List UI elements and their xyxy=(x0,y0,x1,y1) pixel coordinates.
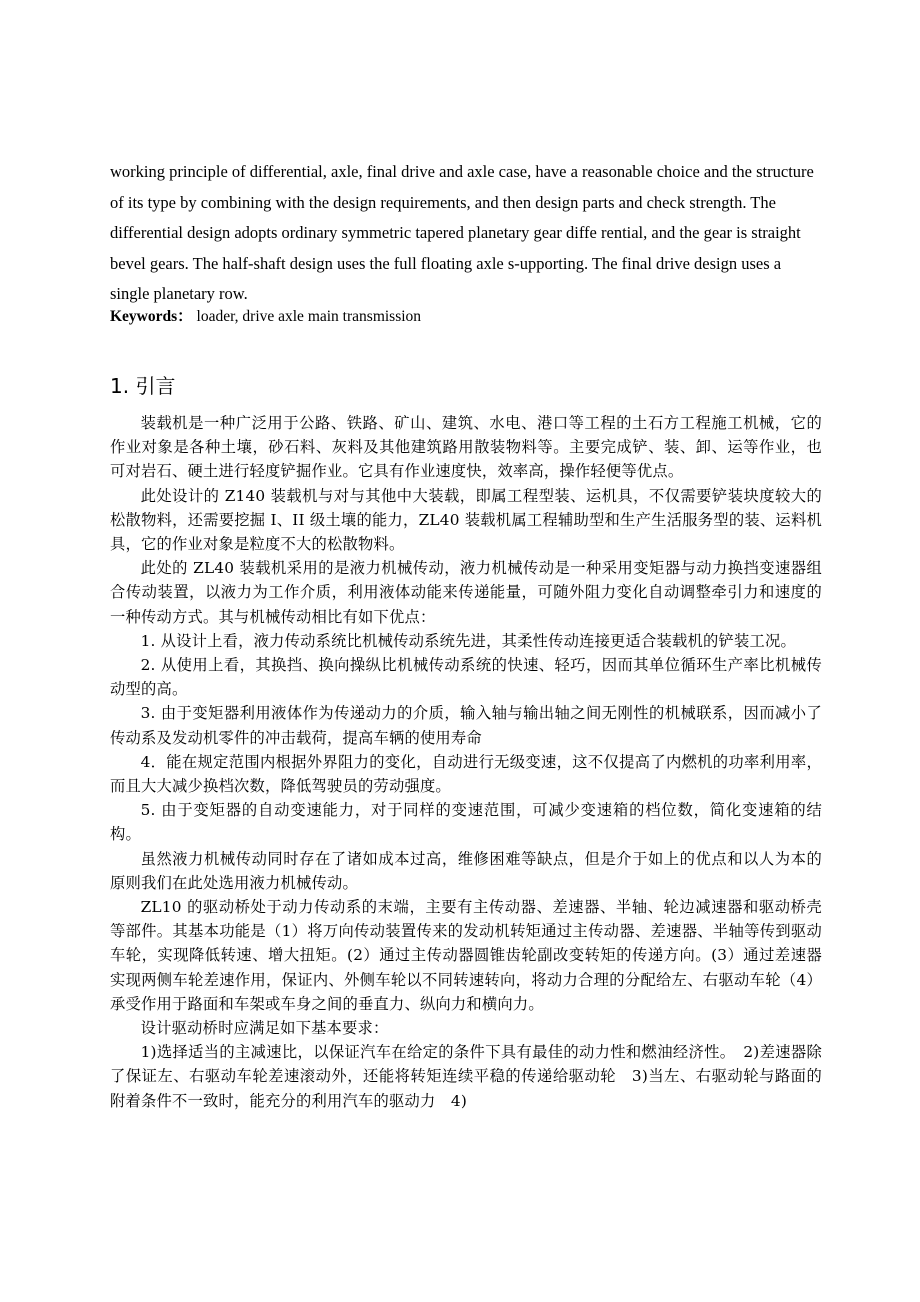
body-paragraph: ZL10 的驱动桥处于动力传动系的末端，主要有主传动器、差速器、半轴、轮边减速器和驱动桥壳等部件。其基本功能是（1）将万向传动装置传来的发动机转矩通过主传动器、差速器、半轴等传到驱动车轮，实现降低转速、增大扭矩。(2）通过主传动器圆锥齿轮副改变转矩的传递方向。(3）通过差速器实现两侧车轮差速作用，保证内、外侧车轮以不同转速转向，将动力合理的分配给左、右驱动车轮（4）承受作用于路面和车架或车身之间的垂直力、纵向力和横向力。 xyxy=(110,898,822,1013)
body-paragraph: 此处设计的 Z140 装载机与对与其他中大装载，即属工程型装、运机具，不仅需要铲装块度较大的松散物料，还需要挖掘 I、II 级土壤的能力，ZL40 装载机属工程辅助型和生产生活服务型的装、运料机具，它的作业对象是粒度不大的松散物料。 xyxy=(110,486,822,554)
body-paragraph: 1)选择适当的主减速比，以保证汽车在给定的条件下具有最佳的动力性和燃油经济性。 2)差速器除了保证左、右驱动车轮差速滚动外，还能将转矩连续平稳的传递给驱动轮 3)当左、右驱动轮与路面的附着条件不一致时，能充分的利用汽车的驱动力 4) xyxy=(110,1043,822,1110)
body-paragraph: 5. 由于变矩器的自动变速能力，对于同样的变速范围，可减少变速箱的档位数，简化变速箱的结构。 xyxy=(110,801,822,844)
body-paragraph: 1. 从设计上看，液力传动系统比机械传动系统先进，其柔性传动连接更适合装载机的铲装工况。 xyxy=(140,631,797,650)
body-paragraph: 此处的 ZL40 装载机采用的是液力机械传动，液力机械传动是一种采用变矩器与动力换挡变速器组合传动装置，以液力为工作介质，利用液体动能来传递能量，可随外阻力变化自动调整牵引力和速度的一种传动方式。其与机械传动相比有如下优点： xyxy=(110,559,822,626)
body-paragraph: 设计驱动桥时应满足如下基本要求： xyxy=(140,1019,389,1038)
section-body xyxy=(110,411,822,1113)
body-paragraph: 3. 由于变矩器利用液体作为传递动力的介质，输入轴与输出轴之间无刚性的机械联系，因而减小了传动系及发动机零件的冲击载荷，提高车辆的使用寿命 xyxy=(110,704,822,747)
body-paragraph: 装载机是一种广泛用于公路、铁路、矿山、建筑、水电、港口等工程的土石方工程施工机械，它的作业对象是各种土壤，砂石料、灰料及其他建筑路用散装物料等。主要完成铲、装、卸、运等作业，也可对岩石、硬土进行轻度铲掘作业。它具有作业速度快，效率高，操作轻便等优点。 xyxy=(110,414,822,481)
keywords-value: loader, drive axle main transmission xyxy=(192,308,422,325)
body-paragraph: 虽然液力机械传动同时存在了诸如成本过高，维修困难等缺点，但是介于如上的优点和以人为本的原则我们在此处选用液力机械传动。 xyxy=(110,849,822,892)
body-paragraph: 4．能在规定范围内根据外界阻力的变化，自动进行无级变速，这不仅提高了内燃机的功率利用率，而且大大减少换档次数，降低驾驶员的劳动强度。 xyxy=(110,752,822,796)
keywords-line xyxy=(110,305,815,329)
abstract-paragraph xyxy=(110,157,815,310)
abstract-text: working principle of differential, axle, final drive and axle case, have a reasonable choice and the structure of its type by combining with the design requirements, and then design parts and check strength. The differential design adopts ordinary symmetric tapered planetary gear diffe rential, and the gear is straight bevel gears. The half-shaft design uses the full floating axle s-upporting. The final drive design uses a single planetary row. xyxy=(110,162,814,303)
keywords-label: Keywords： xyxy=(110,308,193,325)
section-heading: 1. 引言 xyxy=(110,374,176,398)
body-paragraph: 2. 从使用上看，其换挡、换向操纵比机械传动系统的快速、轻巧，因而其单位循环生产率比机械传动型的高。 xyxy=(110,656,822,699)
